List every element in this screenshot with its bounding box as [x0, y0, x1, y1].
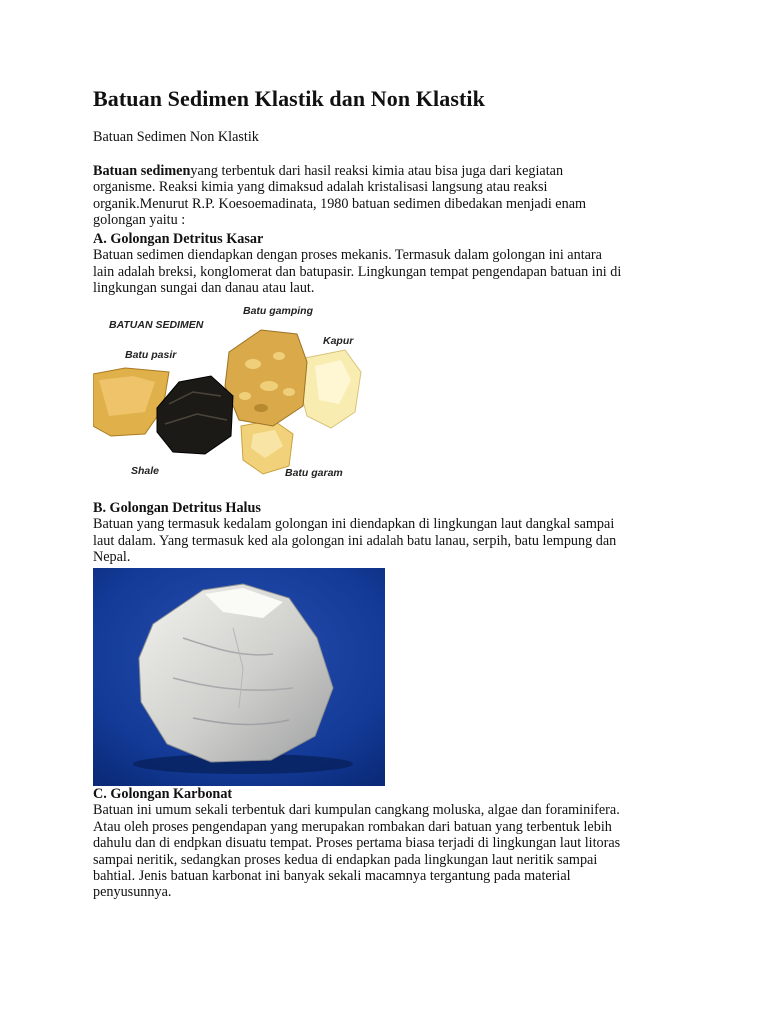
label-shale: Shale — [131, 465, 160, 477]
section-a-line-3: lingkungan sungai dan danau atau laut. — [93, 280, 315, 297]
section-c-heading: C. Golongan Karbonat — [93, 786, 233, 802]
intro-bold-term: Batuan sedimen — [93, 163, 191, 179]
section-a-line-2: lain adalah breksi, konglomerat dan batupasir. Lingkungan tempat pengendapan batuan ini di — [93, 263, 622, 280]
section-a-line-1: Batuan sedimen diendapkan dengan proses mekanis. Termasuk dalam golongan ini antara — [93, 247, 602, 264]
section-c-line-2: Atau oleh proses pengendapan yang merupakan rombakan dari batuan yang terbentuk lebih — [93, 818, 612, 835]
section-c-line-4: sampai neritik, sedangkan proses kedua di endapkan pada lingkungan laut neritik sampai — [93, 851, 598, 868]
intro-paragraph — [93, 163, 683, 229]
subtitle: Batuan Sedimen Non Klastik — [93, 129, 259, 145]
sedimentary-rocks-image — [93, 296, 385, 500]
section-c — [93, 786, 683, 901]
shale-rock-photo — [93, 568, 385, 786]
intro-line-1-text: yang terbentuk dari hasil reaksi kimia atau bisa juga dari kegiatan — [190, 163, 564, 179]
intro-line-3: organik.Menurut R.P. Koesoemadinata, 1980 batuan sedimen dibedakan menjadi enam — [93, 195, 587, 212]
section-a — [93, 231, 683, 297]
section-b — [93, 500, 683, 566]
section-b-heading: B. Golongan Detritus Halus — [93, 500, 261, 516]
page-title: Batuan Sedimen Klastik dan Non Klastik — [93, 86, 485, 111]
label-batuan-sedimen: BATUAN SEDIMEN — [109, 319, 204, 331]
section-b-line-3: Nepal. — [93, 549, 131, 566]
section-c-line-5: bahtial. Jenis batuan karbonat ini banyak sekali macamnya tergantung pada material — [93, 868, 571, 885]
section-c-line-6: penyusunnya. — [93, 884, 172, 901]
intro-line-4: golongan yaitu : — [93, 212, 186, 229]
label-batu-gamping: Batu gamping — [243, 305, 313, 317]
section-c-line-1: Batuan ini umum sekali terbentuk dari kumpulan cangkang moluska, algae dan foraminifera. — [93, 802, 620, 819]
label-batu-pasir: Batu pasir — [125, 349, 177, 361]
intro-line-1 — [93, 163, 683, 179]
section-b-line-2: laut dalam. Yang termasuk ked ala golongan ini adalah batu lanau, serpih, batu lempung dan — [93, 532, 617, 549]
section-a-heading: A. Golongan Detritus Kasar — [93, 231, 264, 247]
section-c-line-3: dahulu dan di endpkan disuatu tempat. Proses pertama biasa terjadi di lingkungan laut litoras — [93, 835, 621, 852]
intro-line-2: organisme. Reaksi kimia yang dimaksud adalah kristalisasi langsung atau reaksi — [93, 179, 548, 196]
label-batu-garam: Batu garam — [285, 467, 343, 479]
label-kapur: Kapur — [323, 335, 354, 347]
section-b-line-1: Batuan yang termasuk kedalam golongan ini diendapkan di lingkungan laut dangkal sampai — [93, 516, 615, 533]
